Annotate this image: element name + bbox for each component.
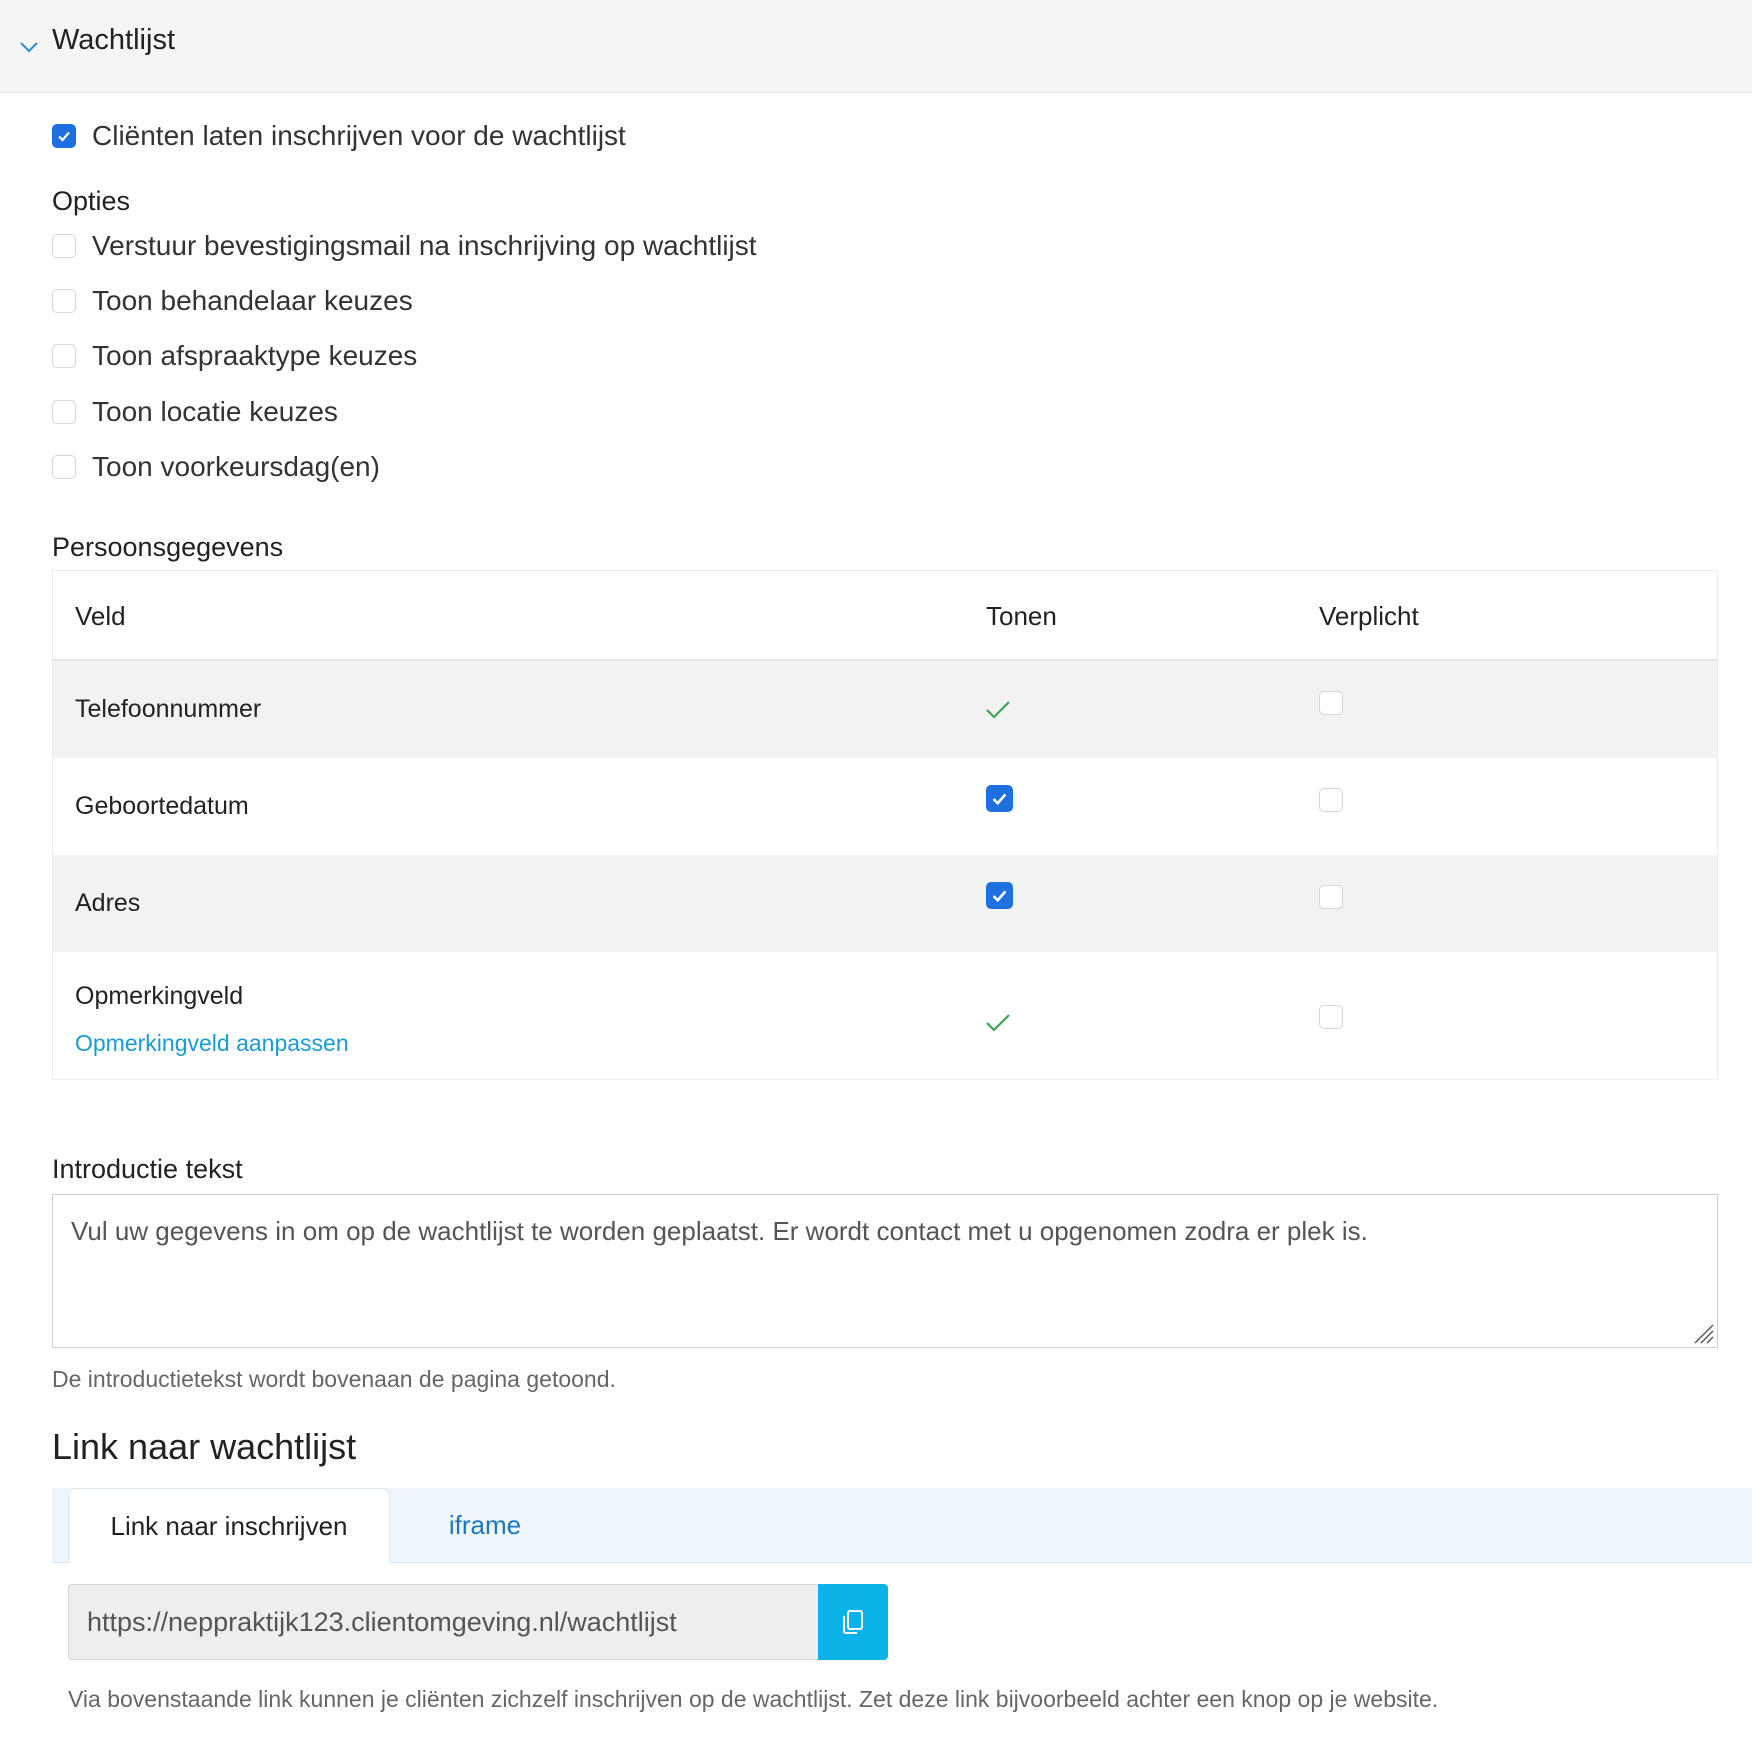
show-checkbox[interactable] (986, 785, 1013, 812)
section-header[interactable] (0, 0, 1752, 93)
resize-handle-icon[interactable] (1691, 1321, 1715, 1345)
option-label: Verstuur bevestigingsmail na inschrijving op wachtlijst (92, 230, 757, 261)
enable-waitlist-checkbox[interactable] (52, 124, 76, 148)
option-confirmation-mail-checkbox[interactable] (52, 234, 76, 258)
field-name: Adres (75, 889, 141, 917)
option-row[interactable] (52, 230, 757, 262)
checkmark-icon (984, 1008, 1012, 1036)
required-checkbox[interactable] (1319, 1005, 1343, 1029)
intro-help-text: De introductietekst wordt bovenaan de pagina getoond. (52, 1366, 616, 1392)
intro-heading: Introductie tekst (52, 1154, 243, 1184)
enable-waitlist-row[interactable] (52, 120, 626, 152)
enable-waitlist-label: Cliënten laten inschrijven voor de wachtlijst (92, 120, 626, 151)
option-label: Toon behandelaar keuzes (92, 285, 413, 316)
option-practitioner-checkbox[interactable] (52, 289, 76, 313)
copy-url-button[interactable] (818, 1584, 888, 1660)
check-icon (990, 886, 1009, 905)
check-icon (990, 789, 1009, 808)
link-help-text: Via bovenstaande link kunnen je cliënten zichzelf inschrijven op de wachtlijst. Zet deze link bijvoorbeeld achter een knop op je website. (68, 1686, 1439, 1712)
tab-link-signup[interactable]: Link naar inschrijven (68, 1488, 390, 1563)
field-name: Telefoonnummer (75, 695, 262, 723)
copy-icon (838, 1607, 868, 1637)
show-checkbox[interactable] (986, 882, 1013, 909)
option-label: Toon locatie keuzes (92, 396, 338, 427)
table-row (53, 952, 1717, 1080)
table-row (53, 661, 1717, 758)
intro-text: Vul uw gegevens in om op de wachtlijst te worden geplaatst. Er wordt contact met u opgenomen zodra er plek is. (71, 1216, 1368, 1246)
required-checkbox[interactable] (1319, 885, 1343, 909)
field-name: Opmerkingveld (75, 982, 244, 1010)
link-tabs (52, 1488, 1752, 1563)
option-label: Toon voorkeursdag(en) (92, 451, 380, 482)
check-icon (56, 128, 72, 144)
personal-data-table (52, 570, 1718, 1080)
table-row (53, 758, 1717, 855)
section-title: Wachtlijst (52, 24, 175, 56)
column-header-show: Tonen (986, 601, 1057, 631)
options-heading: Opties (52, 186, 131, 216)
field-name: Geboortedatum (75, 792, 249, 820)
required-checkbox[interactable] (1319, 788, 1343, 812)
option-preferred-days-checkbox[interactable] (52, 455, 76, 479)
option-row[interactable] (52, 340, 417, 372)
option-label: Toon afspraaktype keuzes (92, 340, 418, 371)
checkmark-icon (984, 695, 1012, 723)
link-section-title: Link naar wachtlijst (52, 1426, 357, 1467)
option-row[interactable] (52, 396, 338, 428)
table-header (53, 571, 1717, 661)
intro-textarea[interactable] (52, 1194, 1718, 1348)
tab-iframe[interactable]: iframe (448, 1509, 522, 1540)
personal-data-heading: Persoonsgegevens (52, 532, 284, 562)
chevron-down-icon[interactable] (18, 36, 40, 58)
option-row[interactable] (52, 451, 380, 483)
edit-remark-field-link[interactable]: Opmerkingveld aanpassen (75, 1030, 349, 1056)
waitlist-url-field[interactable]: https://neppraktijk123.clientomgeving.nl/wachtlijst (68, 1584, 818, 1660)
required-checkbox[interactable] (1319, 691, 1343, 715)
column-header-field: Veld (75, 601, 126, 631)
option-location-checkbox[interactable] (52, 400, 76, 424)
option-row[interactable] (52, 285, 413, 317)
table-row (53, 855, 1717, 952)
column-header-required: Verplicht (1319, 601, 1419, 631)
option-appointment-type-checkbox[interactable] (52, 344, 76, 368)
